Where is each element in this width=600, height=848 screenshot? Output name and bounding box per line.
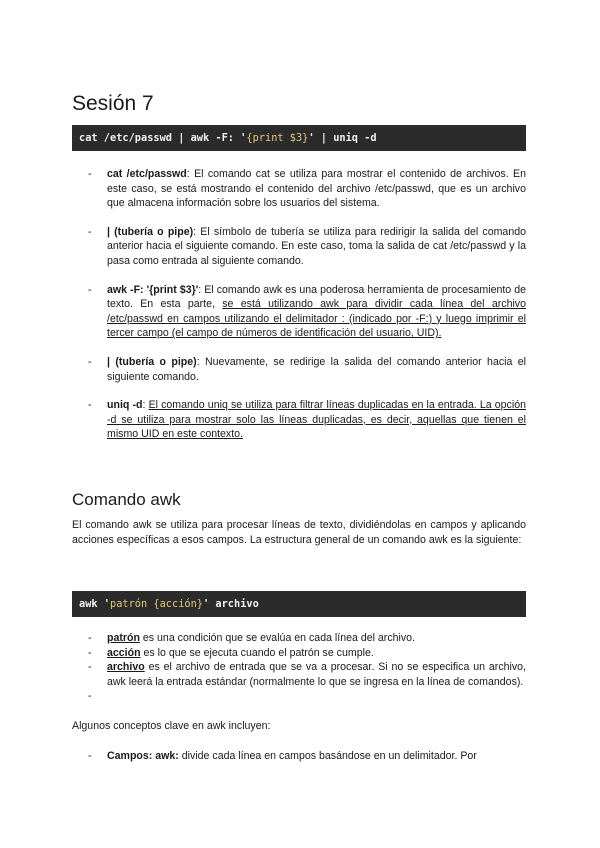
- item-term: awk -F: '{print $3}': [107, 283, 199, 296]
- intro-paragraph: El comando awk se utiliza para procesar líneas de texto, dividiéndolas en campos y aplicando acciones específicas a esos campos. La estructura general de un comando awk es la siguiente:: [72, 519, 526, 546]
- item-text: es lo que se ejecuta cuando el patrón se cumple.: [140, 646, 374, 659]
- code-part: patrón {acción}: [110, 598, 203, 610]
- bullet-dash: -: [88, 690, 92, 703]
- list-item: [88, 283, 526, 341]
- item-text: : El símbolo de tubería se utiliza para redirigir la salida del comando anterior hacia el siguiente comando. En este caso, toma la salida de cat /etc/passwd y la pasa como entrada al siguiente comando.: [107, 225, 526, 267]
- bullet-dash: -: [88, 355, 92, 368]
- item-text: es una condición que se evalúa en cada línea del archivo.: [139, 632, 416, 644]
- item-term: uniq -d: [107, 399, 143, 412]
- item-text-underlined: El comando uniq se utiliza para filtrar líneas duplicadas en la entrada. La opción -d se utiliza para mostrar solo las líneas duplicadas, es decir, aquellas que tienen el mismo UID en este contexto.: [107, 399, 526, 441]
- item-text: :: [142, 399, 149, 412]
- item-text: : El comando cat se utiliza para mostrar el contenido de archivos. En este caso, se está mostrando el contenido del archivo /etc/passwd, que es un archivo que almacena información sobre los usuarios del sistema.: [107, 168, 526, 210]
- list-item: [88, 660, 526, 689]
- section-title: Comando awk: [72, 490, 181, 509]
- item-term: archivo: [107, 661, 145, 674]
- list-item: [88, 631, 526, 646]
- code-block-pipeline: [72, 125, 526, 151]
- list-item: [88, 398, 526, 442]
- list-item-empty: [88, 689, 526, 704]
- concepts-intro: Algunos conceptos clave en awk incluyen:: [72, 720, 271, 732]
- list-item: [88, 167, 526, 211]
- code-part: ' archivo: [203, 598, 259, 610]
- code-part: cat /etc/passwd | awk -F: ': [79, 132, 247, 144]
- list-item: [88, 646, 526, 661]
- list-item: [88, 749, 526, 764]
- bullet-dash: -: [88, 632, 92, 644]
- awk-structure-list: [88, 631, 526, 704]
- bullet-dash: -: [88, 399, 92, 412]
- code-part: {print $3}: [246, 132, 309, 144]
- page-title: Sesión 7: [72, 92, 154, 115]
- bullet-dash: -: [88, 750, 92, 762]
- item-text: : El comando awk es una poderosa herramienta de procesamiento de texto. En esta parte,: [107, 283, 527, 311]
- item-term: | (tubería o pipe): [107, 355, 197, 368]
- bullet-dash: -: [88, 661, 92, 674]
- list-item: [88, 225, 526, 269]
- item-text: es el archivo de entrada que se va a procesar. Si no se especifica un archivo, awk leerá la entrada estándar (normalmente lo que se ingresa en la línea de comandos).: [107, 661, 526, 688]
- item-text-underlined: se está utilizando awk para dividir cada línea del archivo /etc/passwd en campos utilizando el delimitador : (indicado por -F:) y luego imprimir el tercer campo (el campo de números de identificación del usuario, UID).: [107, 298, 526, 340]
- item-term: | (tubería o pipe): [107, 225, 194, 238]
- item-term: Campos: awk:: [107, 750, 179, 762]
- pipeline-explanation-list: [88, 167, 526, 442]
- item-term: cat /etc/passwd: [107, 168, 187, 180]
- concepts-list: [88, 749, 526, 764]
- item-term: patrón: [107, 632, 140, 644]
- bullet-dash: -: [88, 283, 92, 296]
- bullet-dash: -: [88, 168, 92, 180]
- item-term: acción: [107, 646, 141, 659]
- item-text: divide cada línea en campos basándose en un delimitador. Por: [178, 750, 477, 762]
- code-block-awk-syntax: [72, 591, 526, 617]
- code-part: awk ': [79, 598, 110, 610]
- list-item: [88, 355, 526, 384]
- bullet-dash: -: [88, 646, 92, 659]
- bullet-dash: -: [88, 225, 92, 238]
- code-part: ' | uniq -d: [308, 132, 377, 144]
- item-text: : Nuevamente, se redirige la salida del comando anterior hacia el siguiente comando.: [107, 355, 526, 383]
